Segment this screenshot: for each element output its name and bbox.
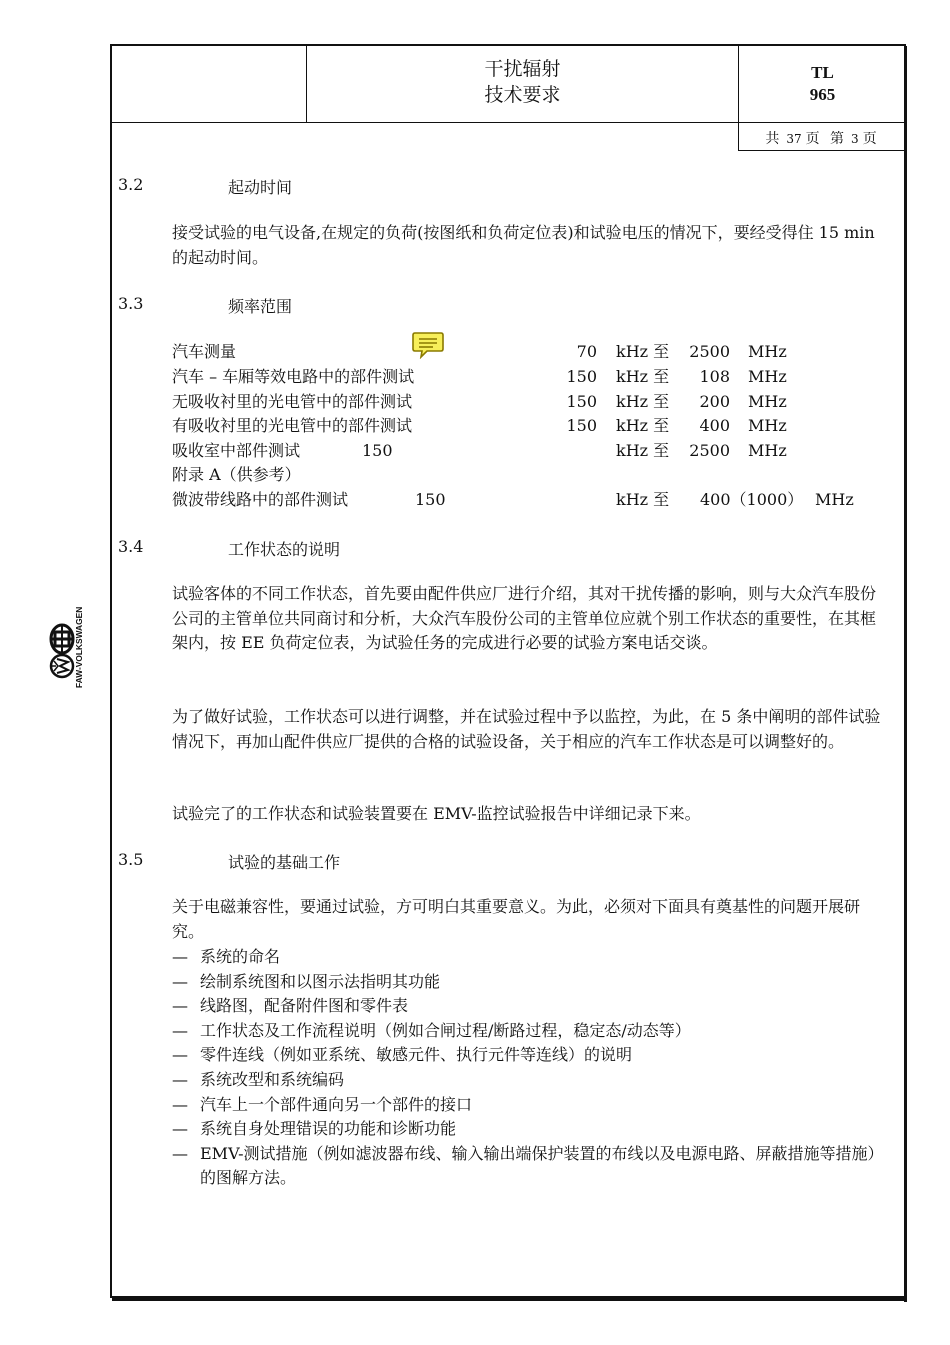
list-item [172, 1142, 884, 1191]
faw-volkswagen-logo [42, 594, 98, 690]
frequency-row [172, 390, 892, 414]
list-dash: — [172, 1020, 188, 1040]
frequency-end: 200 [699, 392, 730, 411]
list-item [172, 1117, 884, 1142]
frequency-unit-start: kHz 至 [616, 441, 670, 460]
list-item-text: EMV-测试措施（例如滤波器布线、输入输出端保护装置的布线以及电源电路、屏蔽措施等措施）的图解方法。 [200, 1143, 884, 1188]
list-dash: — [172, 1119, 188, 1139]
list-item-text: 系统的命名 [200, 947, 281, 966]
frequency-row [172, 488, 892, 512]
list-dash: — [172, 1045, 188, 1065]
section-number: 3.4 [118, 537, 144, 556]
list-dash: — [172, 947, 188, 966]
frequency-unit-end: MHz [748, 416, 787, 435]
list-item [172, 1043, 884, 1068]
list-dash: — [172, 1069, 188, 1089]
document-title-line: 技术要求 [484, 84, 561, 106]
page-total-prefix: 共 [765, 131, 783, 147]
list-item [172, 1093, 884, 1118]
frequency-start: 70 [576, 342, 597, 361]
list-item [172, 994, 884, 1019]
frequency-label: 无吸收衬里的光电管中的部件测试 [172, 392, 413, 411]
paragraph: 关于电磁兼容性，要通过试验，方可明白其重要意义。为此，必须对下面具有奠基性的问题开展研究。 [172, 897, 861, 941]
frequency-start: 150 [566, 392, 597, 411]
document-code-line: TL [811, 63, 834, 82]
list-dash: — [172, 1094, 188, 1114]
frequency-label: 微波带线路中的部件测试 [172, 490, 349, 509]
frequency-unit-start: kHz 至 [616, 367, 670, 386]
frequency-unit-start: kHz 至 [616, 490, 670, 509]
list-item [172, 1019, 884, 1044]
page-current-prefix: 第 [830, 131, 848, 147]
list-item-text: 工作状态及工作流程说明（例如合闸过程/断路过程，稳定态/动态等） [200, 1020, 691, 1040]
list-item [172, 1068, 884, 1093]
frequency-label: 吸收室中部件测试 [172, 441, 301, 460]
frequency-unit-start: kHz 至 [616, 342, 670, 361]
frequency-unit-start: kHz 至 [616, 416, 670, 435]
frequency-label: 汽车测量 [172, 342, 237, 361]
list-dash: — [172, 971, 188, 991]
document-code-line: 965 [809, 85, 836, 104]
frequency-unit-end: MHz [748, 342, 787, 361]
document-title-line: 干扰辐射 [484, 58, 561, 80]
frequency-end: 108 [699, 367, 730, 386]
list-item-text: 系统改型和系统编码 [200, 1069, 345, 1089]
section-title: 工作状态的说明 [228, 540, 341, 559]
section-number: 3.3 [118, 294, 144, 313]
paragraph: 试验完了的工作状态和试验装置要在 EMV-监控试验报告中详细记录下来。 [172, 804, 701, 823]
list-dash: — [172, 996, 188, 1016]
logo-text: FAW-VOLKSWAGEN [74, 606, 84, 688]
frequency-end: 2500 [689, 342, 730, 361]
frequency-unit-end: MHz [815, 490, 854, 509]
page-total: 37 [786, 132, 802, 146]
frequency-label: 汽车 – 车厢等效电路中的部件测试 [172, 367, 415, 386]
frequency-row [172, 414, 892, 438]
paragraph: 试验客体的不同工作状态，首先要由配件供应厂进行介绍，其对干扰传播的影响，则与大众汽车股份公司的主管单位共同商讨和分析，大众汽车股份公司的主管单位应就个别工作状态的重要性，在其框架内，按 EE 负荷定位表，为试验任务的完成进行必要的试验方案电话交谈。 [172, 584, 877, 652]
frequency-start: 150 [566, 367, 597, 386]
paragraph: 接受试验的电气设备,在规定的负荷(按图纸和负荷定位表)和试验电压的情况下，要经受得住 15 min 的起动时间。 [172, 223, 875, 267]
page-current: 3 [851, 132, 859, 146]
page-total-suffix: 页 [805, 131, 823, 147]
frequency-row [172, 340, 892, 364]
requirement-list [172, 945, 884, 1191]
frequency-unit-end: MHz [748, 441, 787, 460]
frequency-unit-end: MHz [748, 392, 787, 411]
page-current-suffix: 页 [862, 131, 880, 147]
frequency-start: 150 [566, 416, 597, 435]
frequency-start: 150 [362, 441, 393, 460]
section-title: 频率范围 [228, 297, 293, 316]
section-number: 3.5 [118, 850, 144, 869]
list-item-text: 绘制系统图和以图示法指明其功能 [200, 971, 441, 991]
list-item [172, 945, 884, 970]
frequency-label: 有吸收衬里的光电管中的部件测试 [172, 416, 413, 435]
section-title: 试验的基础工作 [228, 853, 341, 872]
paragraph: 为了做好试验，工作状态可以进行调整，并在试验过程中予以监控，为此，在 5 条中阐明的部件试验情况下，再加山配件供应厂提供的合格的试验设备，关于相应的汽车工作状态是可以调整好的。 [172, 707, 881, 751]
list-item-text: 零件连线（例如亚系统、敏感元件、执行元件等连线）的说明 [200, 1045, 633, 1065]
frequency-unit-start: kHz 至 [616, 392, 670, 411]
list-item-text: 系统自身处理错误的功能和诊断功能 [200, 1119, 457, 1139]
frequency-start: 150 [415, 490, 446, 509]
frequency-end: 400（1000） [700, 490, 804, 509]
frequency-row [172, 463, 892, 487]
frequency-end: 2500 [689, 441, 730, 460]
section-number: 3.2 [118, 175, 144, 194]
frequency-row [172, 439, 892, 463]
frequency-row [172, 365, 892, 389]
list-item-text: 线路图，配备附件图和零件表 [200, 996, 409, 1016]
frequency-end: 400 [699, 416, 730, 435]
section-title: 起动时间 [228, 178, 293, 197]
list-item-text: 汽车上一个部件通向另一个部件的接口 [200, 1094, 473, 1114]
frequency-label: 附录 A（供参考） [172, 465, 301, 484]
frequency-unit-end: MHz [748, 367, 787, 386]
list-dash: — [172, 1143, 188, 1163]
list-item [172, 970, 884, 995]
